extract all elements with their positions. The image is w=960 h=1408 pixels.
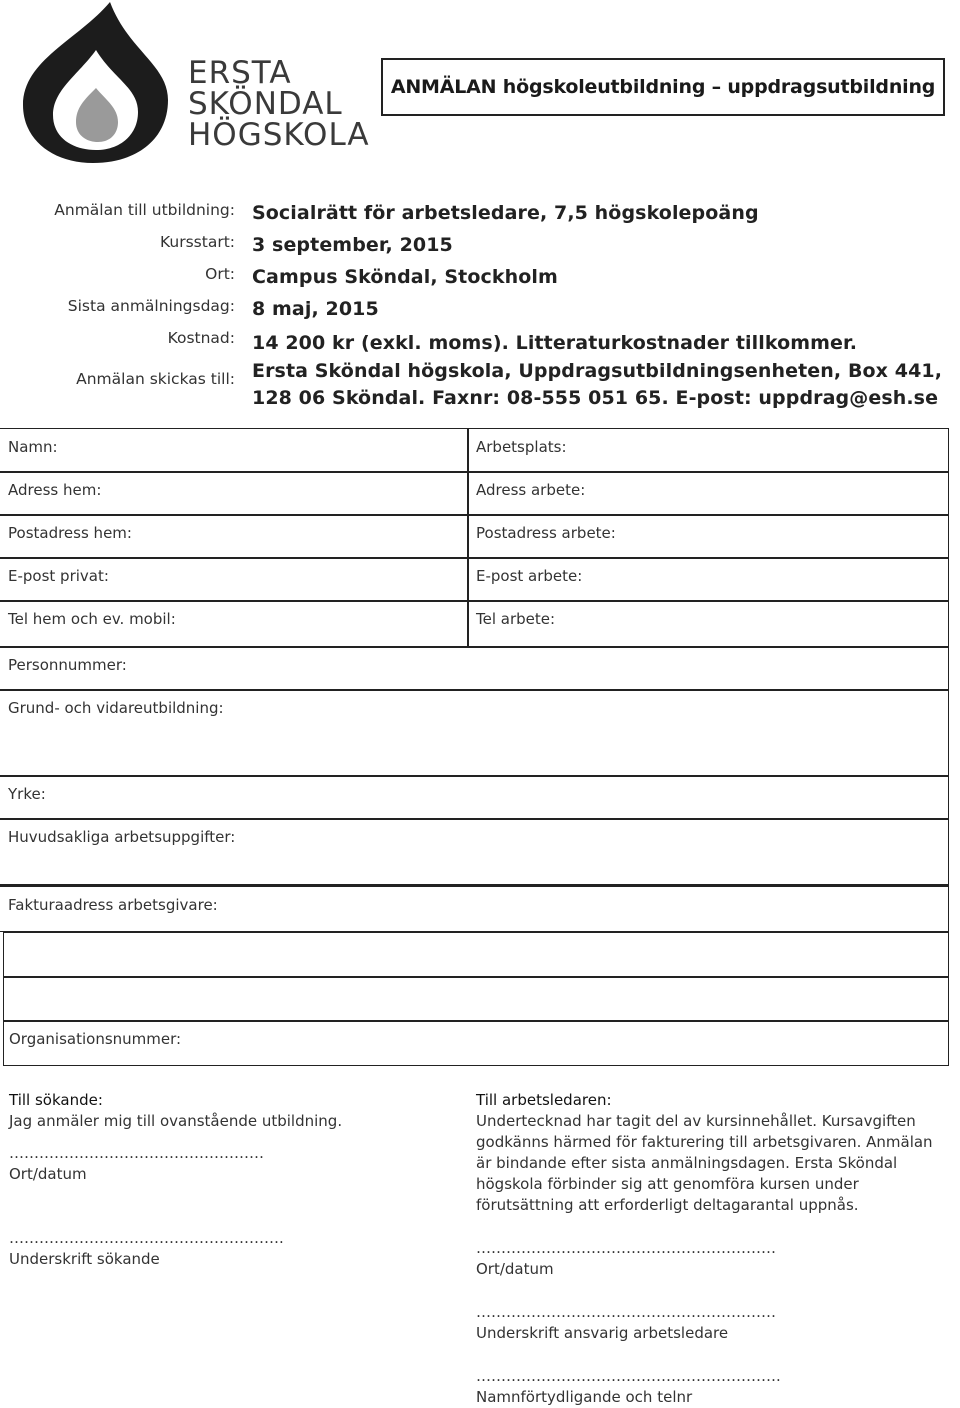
phone-work-field[interactable] — [467, 600, 949, 648]
phone-home-field[interactable] — [0, 600, 469, 648]
start-label: Kursstart: — [160, 233, 235, 251]
course-label: Anmälan till utbildning: — [54, 201, 235, 219]
applicant-signature-line[interactable]: ………………………………………………. — [9, 1229, 284, 1247]
logo-line-1: ERSTA — [188, 55, 292, 91]
email-work-label: E-post arbete: — [476, 567, 583, 585]
duties-field[interactable] — [0, 818, 949, 886]
cost-value: 14 200 kr (exkl. moms). Litteraturkostnader tillkommer. — [252, 332, 858, 354]
phone-work-label: Tel arbete: — [476, 610, 556, 628]
invoice-address-label: Fakturaadress arbetsgivare: — [8, 896, 218, 914]
personal-number-field[interactable] — [0, 646, 949, 691]
logo — [18, 0, 370, 165]
manager-text-1: Undertecknad har tagit del av kursinnehållet. Kursavgiften — [476, 1112, 916, 1130]
applicant-place-date-line[interactable]: …………………………………………… — [9, 1144, 264, 1162]
manager-text-2: godkänns härmed för fakturering till arbetsgivaren. Anmälan — [476, 1133, 933, 1151]
manager-place-date-line[interactable]: …………………………………………………… — [476, 1239, 776, 1257]
address-work-label: Adress arbete: — [476, 481, 586, 499]
deadline-label: Sista anmälningsdag: — [67, 297, 235, 315]
manager-place-date-label: Ort/datum — [476, 1260, 554, 1278]
personal-number-label: Personnummer: — [8, 656, 127, 674]
org-number-label: Organisationsnummer: — [9, 1030, 182, 1048]
workplace-field[interactable] — [467, 428, 949, 473]
address-work-field[interactable] — [467, 471, 949, 516]
logo-line-3: HÖGSKOLA — [188, 117, 370, 153]
logo-line-2: SKÖNDAL — [188, 86, 343, 122]
send-value-line-1: Ersta Sköndal högskola, Uppdragsutbildningsenheten, Box 441, — [252, 360, 943, 382]
logo-wordmark — [188, 55, 370, 153]
place-label: Ort: — [205, 265, 235, 283]
place-value: Campus Sköndal, Stockholm — [252, 266, 558, 288]
manager-text-3: är bindande efter sista anmälningsdagen. Ersta Sköndal — [476, 1154, 898, 1172]
start-value: 3 september, 2015 — [252, 234, 453, 256]
address-home-field[interactable] — [0, 471, 469, 516]
cost-label: Kostnad: — [167, 329, 235, 347]
postal-home-field[interactable] — [0, 514, 469, 559]
manager-signature-line[interactable]: …………………………………………………… — [476, 1303, 776, 1321]
postal-work-label: Postadress arbete: — [476, 524, 616, 542]
manager-text-5: förutsättning att erforderligt deltagarantal uppnås. — [476, 1196, 859, 1214]
manager-section — [476, 1090, 946, 1408]
email-private-label: E-post privat: — [8, 567, 109, 585]
duties-label: Huvudsakliga arbetsuppgifter: — [8, 828, 236, 846]
deadline-value: 8 maj, 2015 — [252, 298, 379, 320]
applicant-signature-label: Underskrift sökande — [9, 1250, 160, 1268]
send-value-line-2: 128 06 Sköndal. Faxnr: 08-555 051 65. E-post: uppdrag@esh.se — [252, 387, 939, 409]
address-home-label: Adress hem: — [8, 481, 102, 499]
applicant-place-date-label: Ort/datum — [9, 1165, 87, 1183]
applicant-heading: Till sökande: — [9, 1091, 103, 1109]
education-label: Grund- och vidareutbildning: — [8, 699, 224, 717]
flame-drop-logo-icon — [18, 0, 183, 165]
invoice-address-field[interactable] — [0, 884, 949, 932]
manager-heading: Till arbetsledaren: — [476, 1091, 612, 1109]
phone-home-label: Tel hem och ev. mobil: — [8, 610, 176, 628]
education-field[interactable] — [0, 689, 949, 777]
profession-label: Yrke: — [8, 785, 46, 803]
postal-work-field[interactable] — [467, 514, 949, 559]
name-field[interactable] — [0, 428, 469, 473]
profession-field[interactable] — [0, 775, 949, 820]
applicant-section — [9, 1090, 429, 1270]
form-title: ANMÄLAN högskoleutbildning – uppdragsutbildning — [381, 58, 945, 116]
applicant-text: Jag anmäler mig till ovanstående utbildning. — [9, 1112, 343, 1130]
postal-home-label: Postadress hem: — [8, 524, 132, 542]
invoice-address-line-3[interactable] — [3, 977, 949, 1022]
manager-text-4: högskola förbinder sig att genomföra kursen under — [476, 1175, 859, 1193]
workplace-label: Arbetsplats: — [476, 438, 567, 456]
email-work-field[interactable] — [467, 557, 949, 602]
manager-name-label: Namnförtydligande och telnr — [476, 1388, 693, 1406]
course-value: Socialrätt för arbetsledare, 7,5 högskolepoäng — [252, 202, 759, 224]
org-number-field[interactable] — [3, 1020, 949, 1066]
name-label: Namn: — [8, 438, 58, 456]
send-label: Anmälan skickas till: — [76, 370, 235, 388]
email-private-field[interactable] — [0, 557, 469, 602]
invoice-address-line-2[interactable] — [3, 932, 949, 977]
manager-name-line[interactable]: ……………………………………………………. — [476, 1367, 781, 1385]
manager-signature-label: Underskrift ansvarig arbetsledare — [476, 1324, 729, 1342]
